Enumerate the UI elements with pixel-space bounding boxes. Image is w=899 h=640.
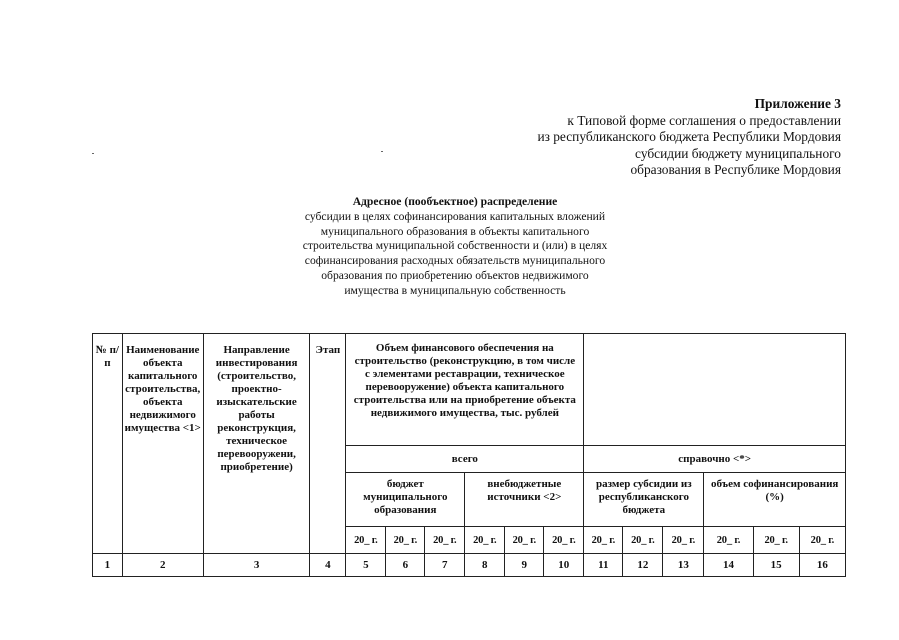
appendix-line: субсидии бюджету муниципального <box>635 145 841 161</box>
column-number: 13 <box>663 554 704 577</box>
appendix-line: образования в Республике Мордовия <box>630 162 841 177</box>
column-number: 9 <box>505 554 544 577</box>
column-number: 15 <box>753 554 799 577</box>
scan-speck <box>381 151 383 152</box>
column-number: 1 <box>93 554 123 577</box>
column-number: 2 <box>122 554 203 577</box>
header-stage: Этап <box>310 334 346 554</box>
column-number: 6 <box>386 554 425 577</box>
year-stub: 20_ г. <box>346 527 386 554</box>
column-number: 4 <box>310 554 346 577</box>
year-stub: 20_ г. <box>753 527 799 554</box>
header-direction: Направление инвестирования (строительство, проектно-изыскательские работы реконструкция, техническое перевооружени, приобретение) <box>203 334 310 554</box>
scan-speck <box>92 153 94 154</box>
distribution-table <box>92 333 846 577</box>
column-number: 16 <box>799 554 845 577</box>
document-title <box>250 195 660 299</box>
header-financing-volume-continuation <box>584 334 846 446</box>
year-stub: 20_ г. <box>704 527 753 554</box>
document-title-line: образования по приобретению объектов недвижимого <box>321 268 589 282</box>
year-stub: 20_ г. <box>544 527 584 554</box>
header-financing-volume: Объем финансового обеспечения на строительство (реконструкцию, в том числе с элементами реставрации, техническое перевооружение) объекта капитального строительства или на приобретение объекта недвижимого имущества, тыс. рублей <box>346 334 584 446</box>
document-title-line: муниципального образования в объекты капитального <box>320 224 590 238</box>
header-object-name: Наименование объекта капитального строительства, объекта недвижимого имущества <1> <box>122 334 203 554</box>
column-number: 5 <box>346 554 386 577</box>
appendix-line: к Типовой форме соглашения о предоставлении <box>567 112 841 128</box>
year-stub: 20_ г. <box>465 527 505 554</box>
header-extrabudgetary: внебюджетные источники <2> <box>465 473 584 527</box>
document-title-line: софинансирования расходных обязательств муниципального <box>304 254 606 268</box>
year-stub: 20_ г. <box>505 527 544 554</box>
appendix-title: Приложение 3 <box>754 96 841 111</box>
document-title-line: строительства муниципальной собственности и (или) в целях <box>302 239 608 253</box>
year-stub: 20_ г. <box>623 527 663 554</box>
column-number: 14 <box>704 554 753 577</box>
header-no: № п/п <box>93 334 123 554</box>
year-stub: 20_ г. <box>663 527 704 554</box>
column-number: 8 <box>465 554 505 577</box>
header-cofinancing: объем софинансирования (%) <box>704 473 846 527</box>
year-stub: 20_ г. <box>425 527 465 554</box>
appendix-line: из республиканского бюджета Республики Мордовия <box>537 129 841 144</box>
header-group-total: всего <box>346 446 584 473</box>
column-number: 3 <box>203 554 310 577</box>
year-stub: 20_ г. <box>386 527 425 554</box>
year-stub: 20_ г. <box>584 527 623 554</box>
appendix-block <box>537 96 841 179</box>
column-number: 10 <box>544 554 584 577</box>
document-title-line: субсидии в целях софинансирования капитальных вложений <box>304 209 606 223</box>
year-stub: 20_ г. <box>799 527 845 554</box>
header-subsidy-amount: размер субсидии из республиканского бюджета <box>584 473 704 527</box>
column-number: 7 <box>425 554 465 577</box>
document-title-line: имущества в муниципальную собственность <box>344 283 566 297</box>
header-municipal-budget: бюджет муниципального образования <box>346 473 465 527</box>
column-number: 11 <box>584 554 623 577</box>
header-group-reference: справочно <*> <box>584 446 846 473</box>
document-title-heading: Адресное (пообъектное) распределение <box>352 195 558 208</box>
column-number: 12 <box>623 554 663 577</box>
